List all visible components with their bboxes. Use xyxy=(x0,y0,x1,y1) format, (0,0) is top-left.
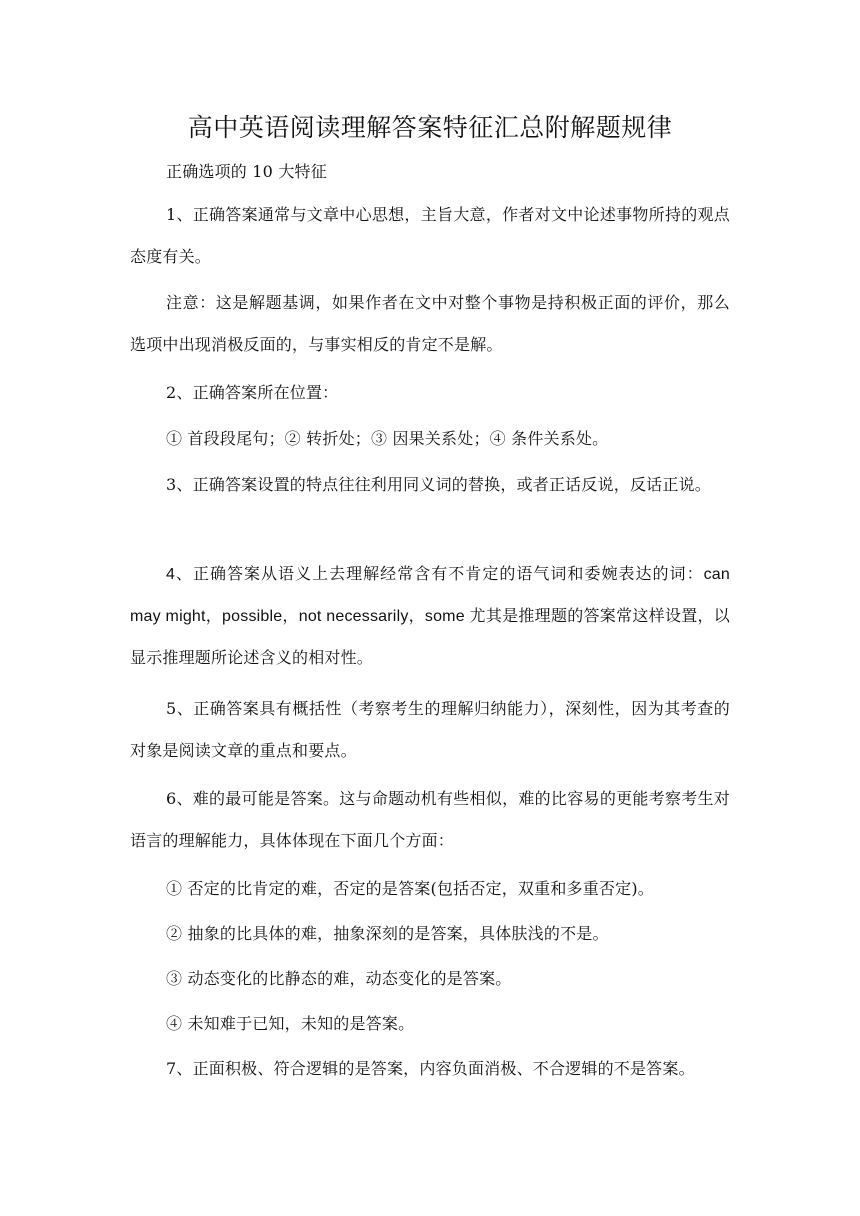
paragraph-7: 7、正面积极、符合逻辑的是答案，内容负面消极、不合逻辑的不是答案。 xyxy=(166,1059,695,1078)
paragraph-5: 5、正确答案具有概括性（考察考生的理解归纳能力），深刻性，因为其考查的对象是阅读文章的重点和要点。 xyxy=(130,699,730,760)
paragraph-6-item-1: ① 否定的比肯定的难，否定的是答案(包括否定，双重和多重否定)。 xyxy=(166,879,654,898)
paragraph-2: 2、正确答案所在位置： xyxy=(166,383,339,402)
document-title: 高中英语阅读理解答案特征汇总附解题规律 xyxy=(187,113,673,142)
paragraph-6-item-2: ② 抽象的比具体的难，抽象深刻的是答案，具体肤浅的不是。 xyxy=(166,924,609,943)
paragraph-2-items: ① 首段段尾句；② 转折处；③ 因果关系处；④ 条件关系处。 xyxy=(166,429,609,448)
paragraph-3: 3、正确答案设置的特点往往利用同义词的替换，或者正话反说，反话正说。 xyxy=(166,475,711,494)
paragraph-6: 6、难的最可能是答案。这与命题动机有些相似，难的比容易的更能考察考生对语言的理解能力，具体体现在下面几个方面： xyxy=(130,789,730,850)
paragraph-6-item-3: ③ 动态变化的比静态的难，动态变化的是答案。 xyxy=(166,969,512,988)
paragraph-6-item-4: ④ 未知难于已知，未知的是答案。 xyxy=(166,1014,415,1033)
paragraph-note: 注意：这是解题基调，如果作者在文中对整个事物是持积极正面的评价，那么选项中出现消极反面的，与事实相反的肯定不是解。 xyxy=(130,293,730,354)
paragraph-4: 4、正确答案从语义上去理解经常含有不肯定的语气词和委婉表达的词：can may might，possible，not necessarily，some 尤其是推理题的答案常这样设置，以显示推理题所论述含义的相对性。 xyxy=(130,566,730,667)
paragraph-1: 1、正确答案通常与文章中心思想，主旨大意，作者对文中论述事物所持的观点态度有关。 xyxy=(130,205,730,266)
paragraph-heading: 正确选项的 10 大特征 xyxy=(166,162,327,181)
